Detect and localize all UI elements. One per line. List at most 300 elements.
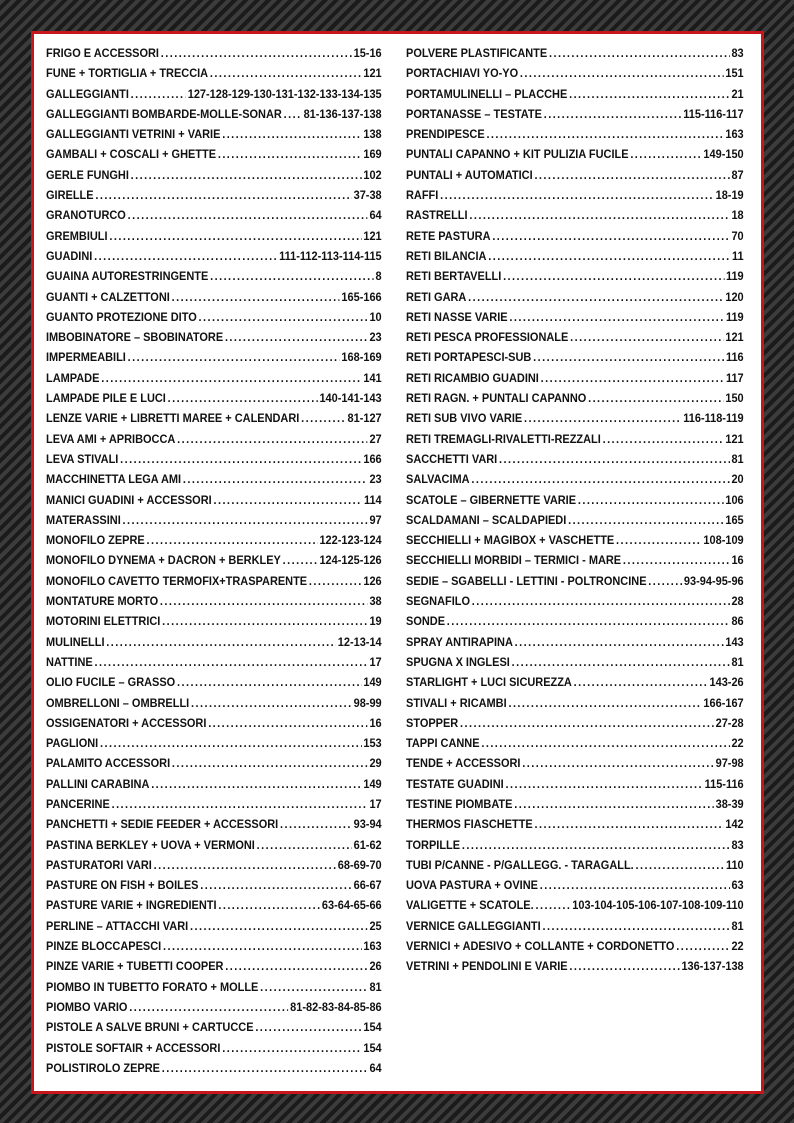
index-entry bbox=[46, 449, 382, 469]
index-entry-pages: 122-123-124 bbox=[319, 533, 382, 548]
index-entry bbox=[406, 408, 744, 428]
index-entry bbox=[46, 550, 382, 570]
index-entry-pages: 37-38 bbox=[353, 188, 382, 203]
index-entry-label: LAMPADE bbox=[46, 370, 100, 385]
dot-leader bbox=[468, 287, 723, 307]
index-entry bbox=[406, 632, 744, 652]
index-entry-label: UOVA PASTURA + OVINE bbox=[406, 878, 538, 893]
index-entry-label: GUADINI bbox=[46, 248, 93, 263]
index-entry-pages: 138 bbox=[363, 127, 382, 142]
index-entry-label: GALLEGGIANTI VETRINI + VARIE bbox=[46, 127, 221, 142]
index-column-right bbox=[406, 43, 744, 977]
index-entry-pages: 81 bbox=[731, 451, 744, 466]
index-entry-pages: 121 bbox=[725, 330, 744, 345]
dot-leader bbox=[471, 469, 729, 489]
index-entry bbox=[46, 977, 382, 997]
index-entry bbox=[406, 794, 744, 814]
index-entry bbox=[406, 875, 744, 895]
dot-leader bbox=[535, 895, 570, 915]
index-entry-pages: 143-26 bbox=[709, 675, 744, 690]
index-entry bbox=[46, 1038, 382, 1058]
index-entry-pages: 17 bbox=[369, 654, 382, 669]
dot-leader bbox=[280, 814, 352, 834]
index-entry-label: VALIGETTE + SCATOLE. bbox=[406, 898, 534, 913]
dot-leader bbox=[506, 774, 703, 794]
index-column-left bbox=[46, 43, 382, 1078]
index-entry-pages: 142 bbox=[725, 817, 744, 832]
index-entry bbox=[46, 327, 382, 347]
index-entry-pages: 86 bbox=[731, 614, 744, 629]
index-entry-pages: 87 bbox=[731, 167, 744, 182]
index-entry-label: SCATOLE – GIBERNETTE VARIE bbox=[406, 492, 577, 507]
index-entry bbox=[46, 855, 382, 875]
index-entry bbox=[46, 774, 382, 794]
index-entry-label: SECCHIELLI MORBIDI – TERMICI - MARE bbox=[406, 553, 622, 568]
index-entry bbox=[46, 895, 382, 915]
dot-leader bbox=[123, 510, 368, 530]
index-entry-label: TESTATE GUADINI bbox=[406, 776, 504, 791]
index-entry bbox=[406, 104, 744, 124]
index-entry bbox=[46, 205, 382, 225]
index-entry bbox=[406, 347, 744, 367]
index-entry-pages: 26 bbox=[369, 959, 382, 974]
index-entry bbox=[46, 368, 382, 388]
index-entry bbox=[406, 916, 744, 936]
dot-leader bbox=[542, 916, 729, 936]
index-entry-label: VERNICI + ADESIVO + COLLANTE + CORDONETTO bbox=[406, 939, 675, 954]
index-entry-label: STARLIGHT + LUCI SICUREZZA bbox=[406, 675, 572, 690]
dot-leader bbox=[540, 875, 730, 895]
index-entry bbox=[46, 469, 382, 489]
index-entry-label: PISTOLE SOFTAIR + ACCESSORI bbox=[46, 1040, 221, 1055]
index-entry-pages: 141 bbox=[363, 370, 382, 385]
index-entry bbox=[406, 124, 744, 144]
index-entry bbox=[406, 611, 744, 631]
dot-leader bbox=[183, 469, 368, 489]
index-entry-label: TESTINE PIOMBATE bbox=[406, 796, 513, 811]
index-entry-pages: 38 bbox=[369, 594, 382, 609]
index-entry-pages: 63-64-65-66 bbox=[321, 898, 382, 913]
index-entry-pages: 20 bbox=[731, 472, 744, 487]
index-entry-label: THERMOS FIASCHETTE bbox=[406, 817, 533, 832]
index-entry-pages: 166 bbox=[363, 451, 382, 466]
index-entry-pages: 81-82-83-84-85-86 bbox=[290, 999, 382, 1014]
index-entry-label: RETI TREMAGLI-RIVALETTI-REZZALI bbox=[406, 431, 601, 446]
index-entry-label: GALLEGGIANTI bbox=[46, 86, 129, 101]
index-entry-label: RASTRELLI bbox=[406, 208, 468, 223]
dot-leader bbox=[488, 246, 730, 266]
dot-leader bbox=[574, 672, 708, 692]
index-entry-label: RETI RAGN. + PUNTALI CAPANNO bbox=[406, 391, 587, 406]
index-entry-pages: 83 bbox=[731, 837, 744, 852]
index-entry-pages: 16 bbox=[369, 715, 382, 730]
index-entry-label: LENZE VARIE + LIBRETTI MAREE + CALENDARI bbox=[46, 411, 300, 426]
dot-leader bbox=[95, 652, 368, 672]
index-entry bbox=[46, 246, 382, 266]
index-entry-pages: 110 bbox=[725, 857, 744, 872]
index-entry bbox=[46, 1017, 382, 1037]
index-entry bbox=[46, 835, 382, 855]
index-entry-pages: 81-127 bbox=[347, 411, 382, 426]
index-entry bbox=[406, 550, 744, 570]
index-entry bbox=[406, 936, 744, 956]
index-entry-label: PORTAMULINELLI – PLACCHE bbox=[406, 86, 568, 101]
index-entry-label: TAPPI CANNE bbox=[406, 736, 480, 751]
dot-leader bbox=[603, 429, 724, 449]
index-entry bbox=[46, 510, 382, 530]
index-entry-pages: 23 bbox=[369, 472, 382, 487]
index-entry bbox=[46, 104, 382, 124]
index-entry-label: PASTINA BERKLEY + UOVA + VERMONI bbox=[46, 837, 255, 852]
dot-leader bbox=[676, 936, 729, 956]
dot-leader bbox=[520, 63, 724, 83]
index-entry bbox=[46, 144, 382, 164]
index-entry-pages: 81 bbox=[731, 918, 744, 933]
index-entry-pages: 18 bbox=[731, 208, 744, 223]
dot-leader bbox=[191, 693, 352, 713]
dot-leader bbox=[172, 287, 340, 307]
index-entry-pages: 22 bbox=[731, 736, 744, 751]
dot-leader bbox=[162, 1058, 368, 1078]
dot-leader bbox=[616, 530, 702, 550]
index-entry bbox=[406, 226, 744, 246]
index-entry bbox=[406, 388, 744, 408]
index-entry-pages: 12-13-14 bbox=[337, 634, 382, 649]
dot-leader bbox=[569, 956, 679, 976]
index-entry-label: SONDE bbox=[406, 614, 446, 629]
dot-leader bbox=[588, 388, 723, 408]
index-entry-pages: 29 bbox=[369, 756, 382, 771]
index-entry-label: GUANTO PROTEZIONE DITO bbox=[46, 309, 197, 324]
index-entry-pages: 93-94 bbox=[353, 817, 382, 832]
index-entry-pages: 102 bbox=[363, 167, 382, 182]
dot-leader bbox=[541, 368, 725, 388]
index-entry bbox=[406, 429, 744, 449]
dot-leader bbox=[492, 226, 729, 246]
index-entry-label: MANICI GUADINI + ACCESSORI bbox=[46, 492, 212, 507]
index-entry-pages: 168-169 bbox=[341, 350, 382, 365]
dot-leader bbox=[570, 327, 723, 347]
index-entry bbox=[46, 429, 382, 449]
index-entry-pages: 66-67 bbox=[353, 878, 382, 893]
index-entry bbox=[46, 956, 382, 976]
index-entry-label: GRANOTURCO bbox=[46, 208, 126, 223]
index-entry bbox=[406, 490, 744, 510]
index-entry bbox=[46, 693, 382, 713]
index-entry-label: RETE PASTURA bbox=[406, 228, 491, 243]
dot-leader bbox=[568, 510, 723, 530]
index-entry bbox=[406, 185, 744, 205]
index-entry-pages: 121 bbox=[363, 228, 382, 243]
index-entry-label: RETI NASSE VARIE bbox=[406, 309, 508, 324]
dot-leader bbox=[283, 550, 318, 570]
index-entry-label: NATTINE bbox=[46, 654, 93, 669]
index-entry bbox=[46, 287, 382, 307]
dot-leader bbox=[199, 307, 368, 327]
dot-leader bbox=[161, 43, 352, 63]
dot-leader bbox=[623, 550, 730, 570]
dot-leader bbox=[154, 855, 336, 875]
index-entry bbox=[46, 266, 382, 286]
index-entry bbox=[406, 469, 744, 489]
dot-leader bbox=[460, 713, 714, 733]
index-entry-label: PINZE VARIE + TUBETTI COOPER bbox=[46, 959, 224, 974]
dot-leader bbox=[109, 226, 361, 246]
index-entry-label: MULINELLI bbox=[46, 634, 105, 649]
dot-leader bbox=[257, 835, 352, 855]
dot-leader bbox=[447, 611, 730, 631]
dot-leader bbox=[260, 977, 367, 997]
dot-leader bbox=[648, 571, 682, 591]
dot-leader bbox=[101, 368, 361, 388]
dot-leader bbox=[569, 84, 730, 104]
dot-leader bbox=[469, 205, 729, 225]
index-entry-pages: 149-150 bbox=[703, 147, 744, 162]
index-entry-pages: 143 bbox=[725, 634, 744, 649]
index-entry bbox=[46, 307, 382, 327]
index-entry-label: PERLINE – ATTACCHI VARI bbox=[46, 918, 189, 933]
index-entry-label: GREMBIULI bbox=[46, 228, 108, 243]
index-entry-label: PASTURE VARIE + INGREDIENTI bbox=[46, 898, 217, 913]
index-entry-label: PANCHETTI + SEDIE FEEDER + ACCESSORI bbox=[46, 817, 279, 832]
index-entry bbox=[406, 733, 744, 753]
index-entry bbox=[46, 185, 382, 205]
dot-leader bbox=[163, 936, 362, 956]
index-entry-label: STIVALI + RICAMBI bbox=[406, 695, 507, 710]
dot-leader bbox=[630, 144, 701, 164]
index-entry bbox=[406, 571, 744, 591]
index-entry-pages: 153 bbox=[363, 736, 382, 751]
index-entry-label: PALLINI CARABINA bbox=[46, 776, 150, 791]
index-entry bbox=[46, 733, 382, 753]
index-entry bbox=[46, 632, 382, 652]
dot-leader bbox=[636, 855, 725, 875]
index-entry-pages: 27 bbox=[369, 431, 382, 446]
index-entry-label: SCALDAMANI – SCALDAPIEDI bbox=[406, 512, 567, 527]
index-entry bbox=[46, 916, 382, 936]
dot-leader bbox=[112, 794, 368, 814]
index-entry-pages: 165-166 bbox=[341, 289, 382, 304]
index-entry-label: MONOFILO CAVETTO TERMOFIX+TRASPARENTE bbox=[46, 573, 308, 588]
index-entry-pages: 10 bbox=[369, 309, 382, 324]
index-entry bbox=[406, 693, 744, 713]
index-entry bbox=[46, 591, 382, 611]
dot-leader bbox=[168, 388, 318, 408]
index-entry bbox=[46, 936, 382, 956]
dot-leader bbox=[200, 875, 352, 895]
index-entry-label: SEDIE – SGABELLI - LETTINI - POLTRONCINE bbox=[406, 573, 647, 588]
index-entry-pages: 16 bbox=[731, 553, 744, 568]
index-entry bbox=[406, 753, 744, 773]
index-entry bbox=[46, 165, 382, 185]
index-entry bbox=[406, 814, 744, 834]
index-entry-pages: 81 bbox=[369, 979, 382, 994]
index-entry-label: GUAINA AUTORESTRINGENTE bbox=[46, 269, 209, 284]
index-entry-label: SPUGNA X INGLESI bbox=[406, 654, 510, 669]
index-entry-pages: 61-62 bbox=[353, 837, 382, 852]
index-entry-pages: 121 bbox=[363, 66, 382, 81]
index-entry-label: OSSIGENATORI + ACCESSORI bbox=[46, 715, 207, 730]
dot-leader bbox=[225, 956, 367, 976]
index-entry bbox=[406, 774, 744, 794]
dot-leader bbox=[578, 490, 724, 510]
index-entry bbox=[406, 449, 744, 469]
index-entry-pages: 115-116 bbox=[704, 776, 744, 791]
dot-leader bbox=[210, 63, 362, 83]
index-entry-label: GIRELLE bbox=[46, 188, 94, 203]
index-entry-label: IMPERMEABILI bbox=[46, 350, 126, 365]
index-entry bbox=[406, 652, 744, 672]
index-entry-pages: 149 bbox=[363, 776, 382, 791]
index-entry-pages: 140-141-143 bbox=[319, 391, 382, 406]
index-entry-pages: 18-19 bbox=[715, 188, 744, 203]
index-entry bbox=[46, 84, 382, 104]
dot-leader bbox=[213, 490, 362, 510]
dot-leader bbox=[535, 814, 724, 834]
index-entry bbox=[46, 530, 382, 550]
index-entry-label: RETI BERTAVELLI bbox=[406, 269, 502, 284]
index-entry bbox=[46, 997, 382, 1017]
dot-leader bbox=[190, 916, 368, 936]
dot-leader bbox=[534, 165, 729, 185]
dot-leader bbox=[95, 185, 351, 205]
index-entry-label: PISTOLE A SALVE BRUNI + CARTUCCE bbox=[46, 1020, 254, 1035]
index-entry-pages: 81 bbox=[731, 654, 744, 669]
dot-leader bbox=[472, 591, 730, 611]
index-entry-label: PASTURATORI VARI bbox=[46, 857, 152, 872]
index-entry-pages: 97-98 bbox=[715, 756, 744, 771]
index-entry bbox=[406, 591, 744, 611]
index-entry-pages: 120 bbox=[725, 289, 744, 304]
dot-leader bbox=[120, 449, 361, 469]
index-entry-pages: 119 bbox=[725, 309, 744, 324]
index-entry-label: MONOFILO ZEPRE bbox=[46, 533, 145, 548]
index-entry-pages: 23 bbox=[369, 330, 382, 345]
index-entry bbox=[406, 510, 744, 530]
index-entry-pages: 19 bbox=[369, 614, 382, 629]
dot-leader bbox=[533, 347, 724, 367]
index-entry-pages: 127-128-129-130-131-132-133-134-135 bbox=[187, 86, 382, 101]
dot-leader bbox=[284, 104, 302, 124]
index-entry-label: STOPPER bbox=[406, 715, 459, 730]
index-entry bbox=[46, 814, 382, 834]
index-entry-label: GUANTI + CALZETTONI bbox=[46, 289, 170, 304]
index-entry-label: MONTATURE MORTO bbox=[46, 594, 159, 609]
index-entry bbox=[46, 408, 382, 428]
index-entry bbox=[406, 246, 744, 266]
index-entry-pages: 154 bbox=[363, 1040, 382, 1055]
index-entry-pages: 64 bbox=[369, 1060, 382, 1075]
index-entry-label: RAFFI bbox=[406, 188, 439, 203]
dot-leader bbox=[522, 753, 714, 773]
dot-leader bbox=[160, 591, 368, 611]
index-entry-pages: 150 bbox=[725, 391, 744, 406]
index-entry-pages: 25 bbox=[369, 918, 382, 933]
index-entry-pages: 117 bbox=[725, 370, 744, 385]
dot-leader bbox=[128, 205, 368, 225]
index-entry-pages: 8 bbox=[375, 269, 382, 284]
index-entry-label: SALVACIMA bbox=[406, 472, 470, 487]
dot-leader bbox=[147, 530, 318, 550]
index-entry-pages: 165 bbox=[725, 512, 744, 527]
index-entry-label: TORPILLE bbox=[406, 837, 461, 852]
index-entry-label: RETI GARA bbox=[406, 289, 467, 304]
index-entry-pages: 81-136-137-138 bbox=[303, 106, 382, 121]
index-entry bbox=[46, 124, 382, 144]
index-entry-label: PIOMBO IN TUBETTO FORATO + MOLLE bbox=[46, 979, 259, 994]
index-entry-pages: 17 bbox=[369, 796, 382, 811]
dot-leader bbox=[524, 408, 681, 428]
index-entry bbox=[406, 205, 744, 225]
index-entry-pages: 114 bbox=[363, 492, 382, 507]
index-entry-label: PAGLIONI bbox=[46, 736, 99, 751]
index-entry-pages: 169 bbox=[363, 147, 382, 162]
index-entry-pages: 111-112-113-114-115 bbox=[279, 248, 382, 263]
index-entry-pages: 28 bbox=[731, 594, 744, 609]
index-entry bbox=[406, 956, 744, 976]
index-entry-label: VETRINI + PENDOLINI E VARIE bbox=[406, 959, 568, 974]
index-entry-label: RETI BILANCIA bbox=[406, 248, 487, 263]
index-entry bbox=[46, 226, 382, 246]
index-entry-pages: 151 bbox=[725, 66, 744, 81]
index-entry bbox=[46, 672, 382, 692]
index-entry-label: FUNE + TORTIGLIA + TRECCIA bbox=[46, 66, 209, 81]
index-entry bbox=[406, 43, 744, 63]
dot-leader bbox=[508, 693, 701, 713]
index-entry-pages: 115-116-117 bbox=[683, 106, 744, 121]
index-entry-label: OMBRELLONI – OMBRELLI bbox=[46, 695, 190, 710]
index-entry-label: LAMPADE PILE E LUCI bbox=[46, 391, 166, 406]
index-entry bbox=[406, 530, 744, 550]
index-entry bbox=[406, 835, 744, 855]
dot-leader bbox=[162, 611, 367, 631]
index-entry bbox=[406, 63, 744, 83]
dot-leader bbox=[481, 733, 729, 753]
index-entry-pages: 97 bbox=[369, 512, 382, 527]
dot-leader bbox=[514, 794, 714, 814]
dot-leader bbox=[151, 774, 361, 794]
index-entry-pages: 124-125-126 bbox=[319, 553, 382, 568]
index-entry-label: GERLE FUNGHI bbox=[46, 167, 129, 182]
index-entry-label: RETI PORTAPESCI-SUB bbox=[406, 350, 532, 365]
index-entry-pages: 64 bbox=[369, 208, 382, 223]
index-entry-pages: 166-167 bbox=[703, 695, 744, 710]
index-entry-pages: 106 bbox=[725, 492, 744, 507]
index-entry bbox=[406, 855, 744, 875]
index-entry bbox=[46, 652, 382, 672]
index-entry-pages: 154 bbox=[363, 1020, 382, 1035]
index-entry-label: RETI RICAMBIO GUADINI bbox=[406, 370, 539, 385]
dot-leader bbox=[544, 104, 682, 124]
index-entry-label: PORTANASSE – TESTATE bbox=[406, 106, 542, 121]
dot-leader bbox=[486, 124, 723, 144]
index-entry-label: SACCHETTI VARI bbox=[406, 451, 498, 466]
index-entry-pages: 22 bbox=[731, 939, 744, 954]
index-entry bbox=[46, 571, 382, 591]
index-entry-pages: 121 bbox=[725, 431, 744, 446]
dot-leader bbox=[222, 124, 361, 144]
index-entry bbox=[46, 490, 382, 510]
dot-leader bbox=[94, 246, 277, 266]
dot-leader bbox=[208, 713, 367, 733]
index-entry-label: SEGNAFILO bbox=[406, 594, 470, 609]
index-entry-pages: 103-104-105-106-107-108-109-110 bbox=[572, 898, 744, 913]
dot-leader bbox=[509, 307, 724, 327]
dot-leader bbox=[462, 835, 730, 855]
index-entry-label: PASTURE ON FISH + BOILES bbox=[46, 878, 199, 893]
index-entry-label: MOTORINI ELETTRICI bbox=[46, 614, 161, 629]
index-entry-pages: 63 bbox=[731, 878, 744, 893]
